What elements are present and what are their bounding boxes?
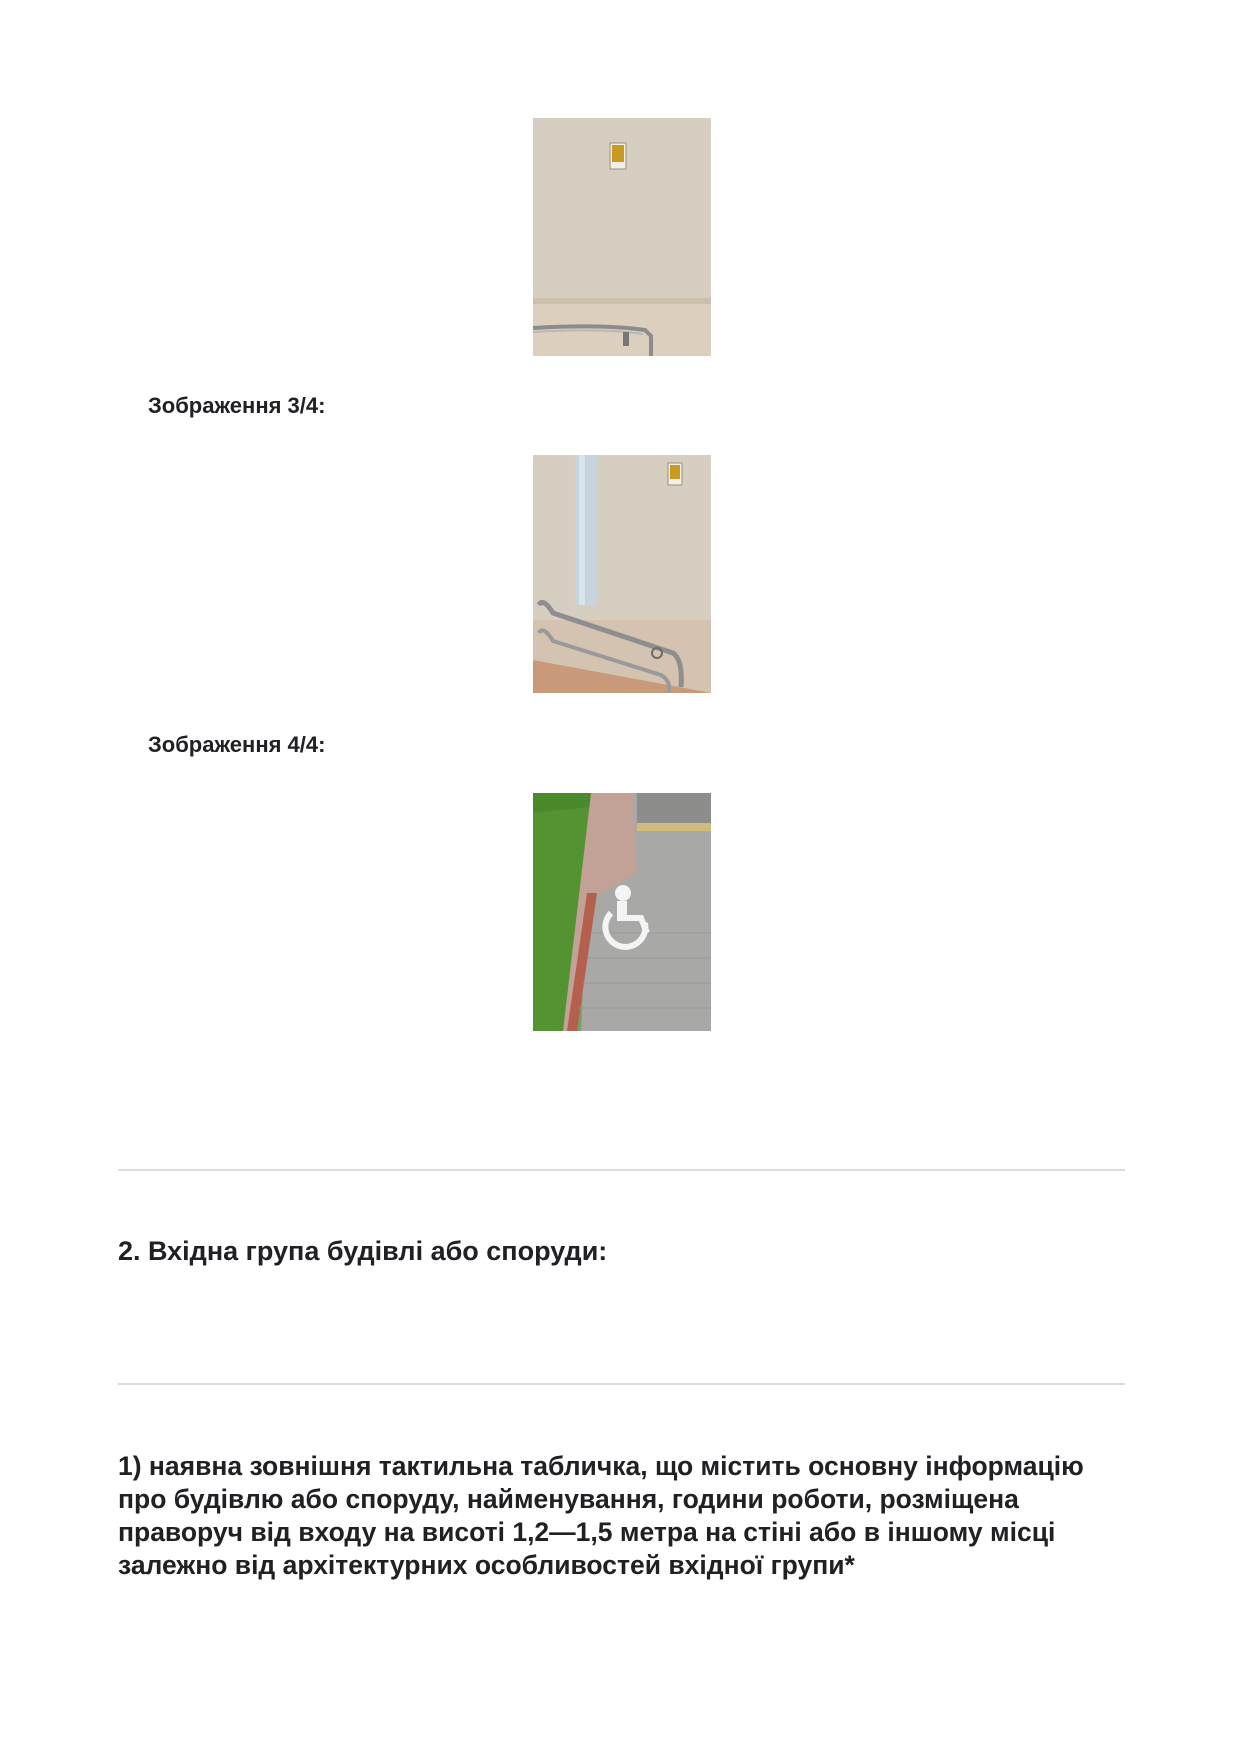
image-caption-4: Зображення 4/4: [148,732,326,757]
section-divider-top [118,1169,1125,1171]
section-divider-bottom [118,1383,1125,1385]
question-text: 1) наявна зовнішня тактильна табличка, що містить основну інформацію про будівлю або споруду, найменування, години роботи, розміщена праворуч від входу на висоті 1,2—1,5 метра на стіні або в іншому місці залежно від архітектурних особливостей вхідної групи* [118,1451,1084,1580]
image-caption-3: Зображення 3/4: [148,393,326,418]
section-title: 2. Вхідна група будівлі або споруди: [118,1236,608,1266]
wall-drainpipe-photo-image [533,455,711,693]
photo-accessible-path [533,793,711,1031]
photo-wall-drainpipe [533,455,711,693]
wall-sign-photo-image [533,118,711,356]
accessible-path-photo-image [533,793,711,1031]
photo-wall-sign [533,118,711,356]
